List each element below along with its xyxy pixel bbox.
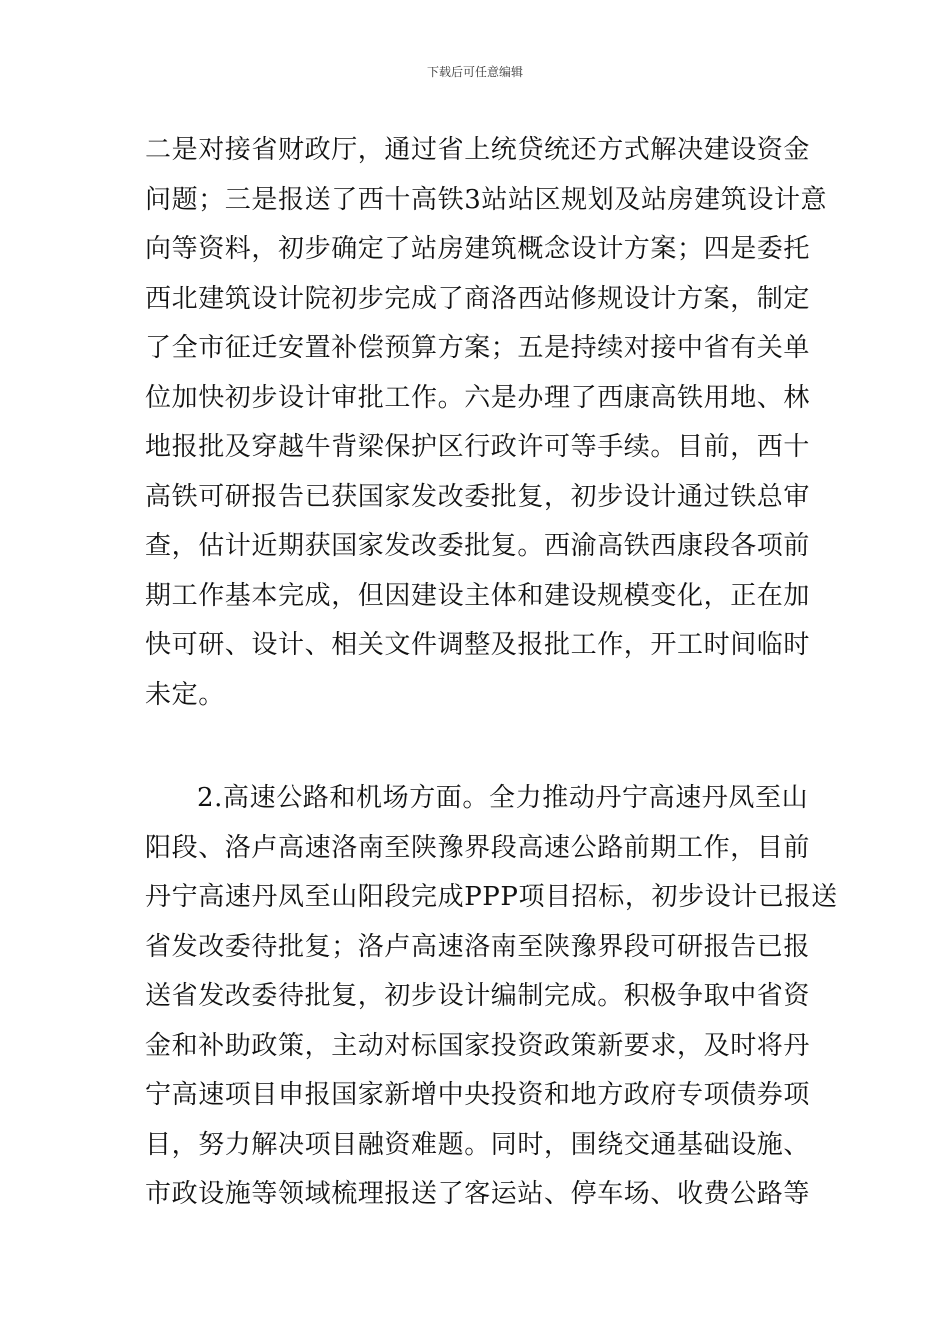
paragraph-highway-airport <box>145 774 838 1220</box>
text-line: 查，估计近期获国家发改委批复。西渝高铁西康段各项前 <box>145 531 811 561</box>
text-line: 快可研、设计、相关文件调整及报批工作，开工时间临时 <box>145 630 811 660</box>
text-line: 送省发改委待批复，初步设计编制完成。积极争取中省资 <box>145 981 811 1011</box>
text-line: 丹宁高速丹凤至山阳段完成PPP项目招标，初步设计已报送 <box>145 882 838 912</box>
text-line: 宁高速项目申报国家新增中央投资和地方政府专项债券项 <box>145 1080 811 1110</box>
text-line: 西北建筑设计院初步完成了商洛西站修规设计方案，制定 <box>145 283 811 314</box>
text-line: 目，努力解决项目融资难题。同时，围绕交通基础设施、 <box>145 1129 811 1160</box>
text-line: 了全市征迁安置补偿预算方案；五是持续对接中省有关单 <box>145 333 811 363</box>
paragraph-railway-progress <box>145 126 827 720</box>
text-line: 地报批及穿越牛背梁保护区行政许可等手续。目前，西十 <box>145 432 811 462</box>
text-line: 阳段、洛卢高速洛南至陕豫界段高速公路前期工作，目前 <box>145 832 811 863</box>
text-line: 位加快初步设计审批工作。六是办理了西康高铁用地、林 <box>145 382 811 413</box>
page-header: 下载后可任意编辑 <box>426 65 523 79</box>
text-line: 向等资料，初步确定了站房建筑概念设计方案；四是委托 <box>145 234 811 264</box>
text-line: 期工作基本完成，但因建设主体和建设规模变化，正在加 <box>145 580 811 611</box>
text-line: 市政设施等领域梳理报送了客运站、停车场、收费公路等 <box>145 1179 811 1209</box>
text-line: 二是对接省财政厅，通过省上统贷统还方式解决建设资金 <box>145 135 811 165</box>
text-line: 省发改委待批复；洛卢高速洛南至陕豫界段可研报告已报 <box>145 931 811 962</box>
text-line: 未定。 <box>145 679 225 710</box>
text-line: 金和补助政策，主动对标国家投资政策新要求，及时将丹 <box>145 1030 811 1061</box>
text-line: 问题；三是报送了西十高铁3站站区规划及站房建筑设计意 <box>145 184 828 215</box>
text-line: 2.高速公路和机场方面。全力推动丹宁高速丹凤至山 <box>197 783 809 813</box>
text-line: 高铁可研报告已获国家发改委批复，初步设计通过铁总审 <box>145 481 811 512</box>
